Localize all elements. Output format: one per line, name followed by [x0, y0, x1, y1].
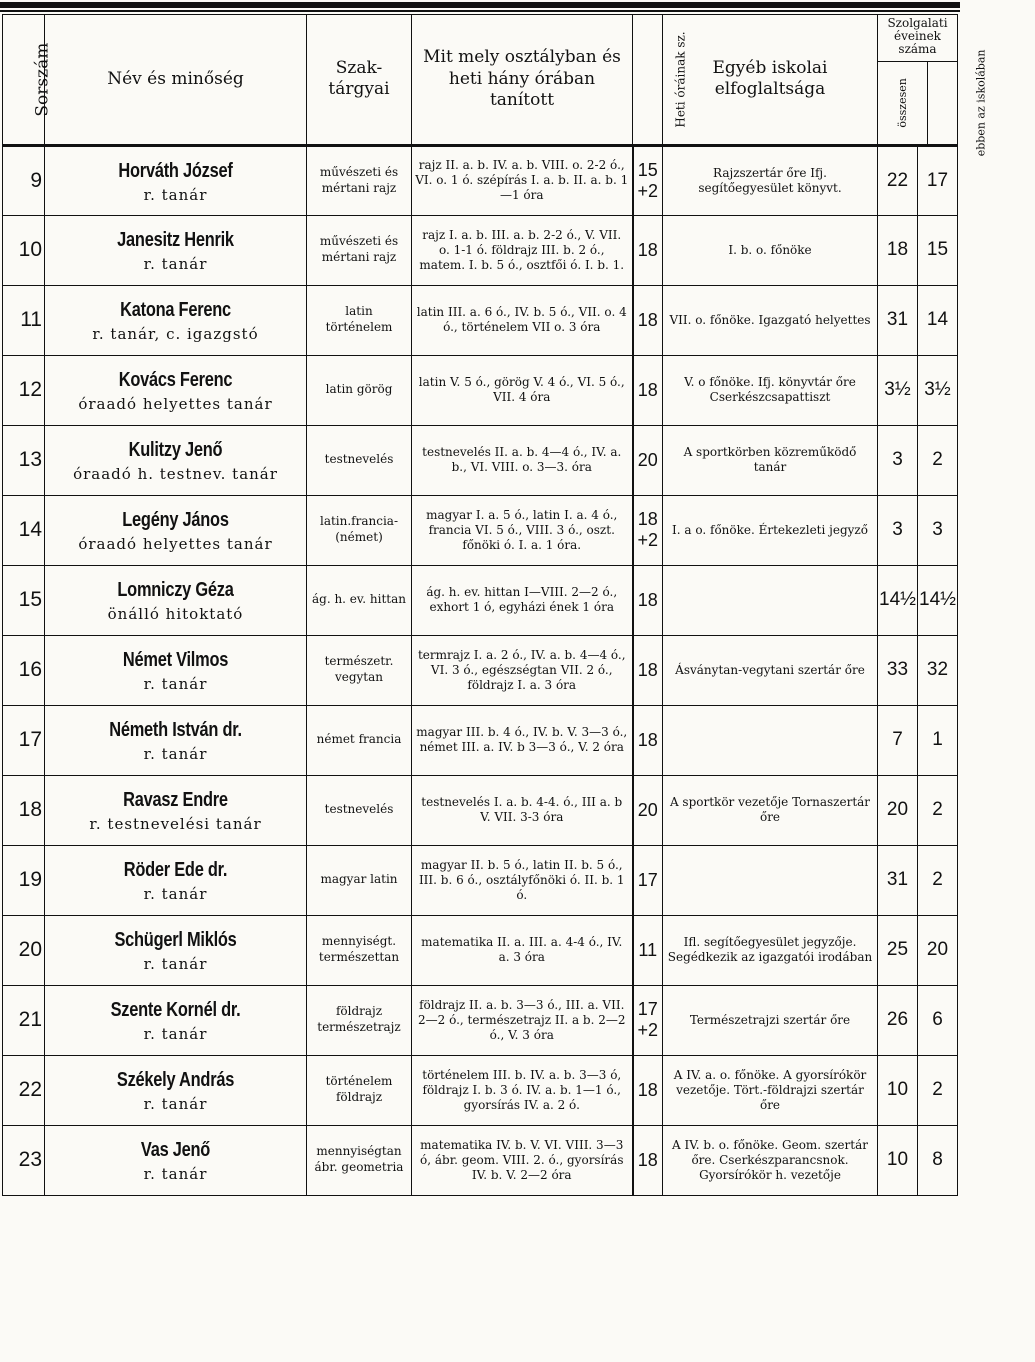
teacher-name: Székely András [116, 1069, 235, 1092]
cell-subjects: történelem földrajz [307, 1055, 412, 1125]
cell-hours [633, 775, 663, 845]
cell-name [45, 1125, 307, 1195]
teacher-name: Legény János [122, 509, 229, 532]
cell-service-total: 3 [878, 425, 918, 495]
cell-service-total: 22 [878, 145, 918, 215]
cell-service-here: 2 [918, 1055, 958, 1125]
cell-classes: történelem III. b. IV. a. b. 3—3 ó, földrajz I. b. 3 ó. IV. a. b. 1—1 ó., gyorsírás IV. a. 2 ó. [412, 1055, 633, 1125]
cell-service-total: 3 [878, 495, 918, 565]
cell-classes: matematika II. a. III. a. 4-4 ó., IV. a. 3 óra [412, 915, 633, 985]
table-row [3, 285, 958, 355]
teacher-rank: óraadó helyettes tanár [78, 395, 273, 414]
table-row [3, 355, 958, 425]
cell-subjects: természetr. vegytan [307, 635, 412, 705]
cell-name [45, 495, 307, 565]
teacher-rank: r. tanár [143, 885, 208, 904]
cell-service-here: 14½ [918, 565, 958, 635]
teacher-rank: r. tanár [143, 1025, 208, 1044]
cell-classes: magyar I. a. 5 ó., latin I. a. 4 ó., francia VI. 5 ó., VIII. 3 ó., oszt. főnöki ó. I. a. 1 óra. [412, 495, 633, 565]
cell-subjects: testnevelés [307, 775, 412, 845]
teacher-name: Kulitzy Jenő [128, 439, 223, 462]
header-classes: Mit mely osztályban és heti hány órában tanított [412, 15, 633, 146]
table-row [3, 705, 958, 775]
cell-number: 13 [3, 425, 45, 495]
teacher-name: Janesitz Henrik [117, 229, 234, 252]
cell-service-total: 3½ [878, 355, 918, 425]
cell-number: 22 [3, 1055, 45, 1125]
cell-name [45, 775, 307, 845]
cell-service-here: 32 [918, 635, 958, 705]
cell-number: 20 [3, 915, 45, 985]
cell-subjects: földrajz természetrajz [307, 985, 412, 1055]
table-row [3, 1055, 958, 1125]
cell-hours [633, 495, 663, 565]
cell-subjects: latin.francia-(német) [307, 495, 412, 565]
cell-subjects: magyar latin [307, 845, 412, 915]
cell-subjects: testnevelés [307, 425, 412, 495]
weekly-hours: 18 [637, 309, 658, 330]
cell-subjects: latin történelem [307, 285, 412, 355]
cell-subjects: művészeti és mértani rajz [307, 215, 412, 285]
cell-service-here: 6 [918, 985, 958, 1055]
cell-other: VII. o. főnöke. Igazgató helyettes [663, 285, 878, 355]
weekly-hours: 18 +2 [637, 509, 659, 551]
cell-subjects: német francia [307, 705, 412, 775]
table-row [3, 915, 958, 985]
cell-hours [633, 705, 663, 775]
cell-service-total: 25 [878, 915, 918, 985]
cell-other: I. a o. főnöke. Értekezleti jegyző [663, 495, 878, 565]
teacher-name: Röder Ede dr. [123, 859, 228, 882]
cell-hours [633, 1055, 663, 1125]
cell-name [45, 635, 307, 705]
cell-name [45, 565, 307, 635]
cell-subjects: mennyiségt. természettan [307, 915, 412, 985]
cell-hours [633, 985, 663, 1055]
teacher-rank: r. tanár [143, 1095, 208, 1114]
weekly-hours: 11 [638, 939, 658, 960]
weekly-hours: 18 [637, 379, 658, 400]
teacher-name: Katona Ferenc [120, 299, 231, 322]
cell-number: 17 [3, 705, 45, 775]
header-service-here: ebben az iskolában [927, 62, 1035, 144]
cell-service-total: 31 [878, 845, 918, 915]
cell-classes: matematika IV. b. V. VI. VIII. 3—3 ó, ábr. geom. VIII. 2. ó., gyorsírás IV. b. V. 2—2 óra [412, 1125, 633, 1195]
header-number: Sorszám [3, 15, 45, 146]
teacher-rank: óraadó helyettes tanár [78, 535, 273, 554]
cell-subjects: ág. h. ev. hittan [307, 565, 412, 635]
cell-classes: testnevelés I. a. b. 4-4. ó., III a. b V. VII. 3-3 óra [412, 775, 633, 845]
weekly-hours: 18 [637, 239, 658, 260]
teacher-rank: r. tanár [143, 1165, 208, 1184]
cell-hours [633, 635, 663, 705]
cell-name [45, 1055, 307, 1125]
cell-service-total: 33 [878, 635, 918, 705]
cell-hours [633, 565, 663, 635]
cell-classes: magyar III. b. 4 ó., IV. b. V. 3—3 ó., német III. a. IV. b 3—3 ó., V. 2 óra [412, 705, 633, 775]
cell-number: 19 [3, 845, 45, 915]
cell-name [45, 355, 307, 425]
teacher-rank: r. tanár [143, 745, 208, 764]
cell-number: 21 [3, 985, 45, 1055]
header-hours: Heti óráinak sz. [633, 15, 663, 146]
weekly-hours: 17 +2 [637, 999, 659, 1041]
top-rule-thin [0, 10, 960, 12]
table-row [3, 495, 958, 565]
cell-service-here: 20 [918, 915, 958, 985]
teacher-name: Németh István dr. [109, 719, 242, 742]
table-row [3, 845, 958, 915]
header-service-title: Szolgalati éveinek száma [878, 15, 957, 62]
header-service [878, 15, 988, 156]
cell-number: 16 [3, 635, 45, 705]
cell-name [45, 215, 307, 285]
cell-subjects: latin görög [307, 355, 412, 425]
table-row [3, 215, 958, 285]
weekly-hours: 18 [637, 1149, 658, 1170]
cell-hours [633, 915, 663, 985]
cell-number: 12 [3, 355, 45, 425]
header-service-total: összesen [895, 77, 909, 128]
weekly-hours: 18 [637, 729, 658, 750]
staff-table [2, 14, 988, 1196]
cell-service-here: 8 [918, 1125, 958, 1195]
cell-name [45, 985, 307, 1055]
cell-service-total: 26 [878, 985, 918, 1055]
cell-name [45, 845, 307, 915]
cell-hours [633, 285, 663, 355]
cell-classes: testnevelés II. a. b. 4—4 ó., IV. a. b., VI. VIII. o. 3—3. óra [412, 425, 633, 495]
cell-service-total: 7 [878, 705, 918, 775]
cell-other: A IV. a. o. főnöke. A gyorsírókör vezetője. Tört.-földrajzi szertár őre [663, 1055, 878, 1125]
cell-hours [633, 355, 663, 425]
cell-hours [633, 215, 663, 285]
cell-name [45, 915, 307, 985]
cell-number: 18 [3, 775, 45, 845]
weekly-hours: 20 [637, 799, 658, 820]
table-row [3, 145, 958, 215]
teacher-rank: r. tanár [143, 255, 208, 274]
weekly-hours: 18 [637, 589, 658, 610]
cell-other: A sportkörben közreműködő tanár [663, 425, 878, 495]
teacher-rank: r. testnevelési tanár [89, 815, 262, 834]
cell-other: A IV. b. o. főnöke. Geom. szertár őre. Cserkészparancsnok. Gyorsírókör h. vezetője [663, 1125, 878, 1195]
cell-service-total: 31 [878, 285, 918, 355]
cell-name [45, 425, 307, 495]
cell-number: 15 [3, 565, 45, 635]
cell-classes: termrajz I. a. 2 ó., IV. a. b. 4—4 ó., VI. 3 ó., egészségtan VII. 2 ó., földrajz I. a. 3 óra [412, 635, 633, 705]
cell-number: 10 [3, 215, 45, 285]
cell-hours [633, 145, 663, 215]
teacher-name: Szente Kornél dr. [110, 999, 241, 1022]
cell-subjects: művészeti és mértani rajz [307, 145, 412, 215]
cell-service-here: 15 [918, 215, 958, 285]
cell-number: 14 [3, 495, 45, 565]
table-row [3, 565, 958, 635]
teacher-rank: r. tanár, c. igazgstó [92, 325, 259, 344]
cell-service-total: 10 [878, 1125, 918, 1195]
teacher-name: Kovács Ferenc [118, 369, 233, 392]
cell-other [663, 845, 878, 915]
cell-hours [633, 845, 663, 915]
top-rule [0, 2, 960, 8]
table-row [3, 425, 958, 495]
cell-classes: ág. h. ev. hittan I—VIII. 2—2 ó., exhort 1 ó, egyházi ének 1 óra [412, 565, 633, 635]
cell-other: Ásványtan-vegytani szertár őre [663, 635, 878, 705]
teacher-name: Német Vilmos [122, 649, 229, 672]
cell-subjects: mennyiségtan ábr. geometria [307, 1125, 412, 1195]
cell-service-here: 1 [918, 705, 958, 775]
cell-name [45, 705, 307, 775]
teacher-rank: r. tanár [143, 675, 208, 694]
cell-classes: magyar II. b. 5 ó., latin II. b. 5 ó., III. b. 6 ó., osztályfőnöki ó. II. b. 1 ó. [412, 845, 633, 915]
header-name: Név és minőség [45, 15, 307, 146]
cell-service-here: 3½ [918, 355, 958, 425]
cell-other [663, 565, 878, 635]
cell-other: Természetrajzi szertár őre [663, 985, 878, 1055]
cell-service-here: 2 [918, 775, 958, 845]
cell-other: I. b. o. főnöke [663, 215, 878, 285]
cell-service-here: 3 [918, 495, 958, 565]
cell-classes: latin V. 5 ó., görög V. 4 ó., VI. 5 ó., VII. 4 óra [412, 355, 633, 425]
cell-other: Rajzszertár őre Ifj. segítőegyesület könyvt. [663, 145, 878, 215]
cell-other [663, 705, 878, 775]
header-other: Egyéb iskolai elfoglaltsága [663, 15, 878, 146]
weekly-hours: 18 [637, 659, 658, 680]
cell-number: 23 [3, 1125, 45, 1195]
cell-service-here: 2 [918, 845, 958, 915]
weekly-hours: 20 [637, 449, 658, 470]
teacher-rank: r. tanár [143, 955, 208, 974]
weekly-hours: 17 [637, 869, 658, 890]
cell-service-total: 20 [878, 775, 918, 845]
teacher-rank: óraadó h. testnev. tanár [73, 465, 278, 484]
cell-other: V. o főnöke. Ifj. könyvtár őre Cserkészcsapattiszt [663, 355, 878, 425]
cell-service-here: 2 [918, 425, 958, 495]
teacher-name: Vas Jenő [140, 1139, 211, 1162]
cell-service-total: 14½ [878, 565, 918, 635]
cell-service-total: 10 [878, 1055, 918, 1125]
weekly-hours: 18 [637, 1079, 658, 1100]
cell-name [45, 285, 307, 355]
table-row [3, 775, 958, 845]
weekly-hours: 15 +2 [637, 159, 659, 201]
teacher-rank: r. tanár [143, 185, 208, 204]
teacher-name: Horváth József [118, 159, 233, 182]
teacher-name: Lomniczy Géza [117, 579, 234, 602]
cell-service-here: 17 [918, 145, 958, 215]
cell-name [45, 145, 307, 215]
header-subject: Szak-tárgyai [307, 15, 412, 146]
cell-number: 11 [3, 285, 45, 355]
table-row [3, 635, 958, 705]
cell-service-here: 14 [918, 285, 958, 355]
cell-classes: rajz II. a. b. IV. a. b. VIII. o. 2-2 ó., VI. o. 1 ó. szépírás I. a. b. II. a. b. 1—1 óra [412, 145, 633, 215]
cell-classes: latin III. a. 6 ó., IV. b. 5 ó., VII. o. 4 ó., történelem VII o. 3 óra [412, 285, 633, 355]
cell-classes: földrajz II. a. b. 3—3 ó., III. a. VII. 2—2 ó., természetrajz II. a b. 2—2 ó., V. 3 óra [412, 985, 633, 1055]
cell-service-total: 18 [878, 215, 918, 285]
cell-number: 9 [3, 145, 45, 215]
header-row [3, 15, 958, 146]
cell-classes: rajz I. a. b. III. a. b. 2-2 ó., V. VII. o. 1-1 ó. földrajz III. b. 2 ó., matem. I. b. 5 ó., osztfői ó. I. b. 1. [412, 215, 633, 285]
teacher-name: Ravasz Endre [123, 789, 228, 812]
cell-hours [633, 1125, 663, 1195]
cell-other: Ifl. segítőegyesület jegyzője. Segédkezik az igazgatói irodában [663, 915, 878, 985]
cell-hours [633, 425, 663, 495]
table-row [3, 985, 958, 1055]
table-row [3, 1125, 958, 1195]
teacher-name: Schügerl Miklós [114, 929, 237, 952]
teacher-rank: önálló hitoktató [107, 605, 244, 624]
cell-other: A sportkör vezetője Tornaszertár őre [663, 775, 878, 845]
